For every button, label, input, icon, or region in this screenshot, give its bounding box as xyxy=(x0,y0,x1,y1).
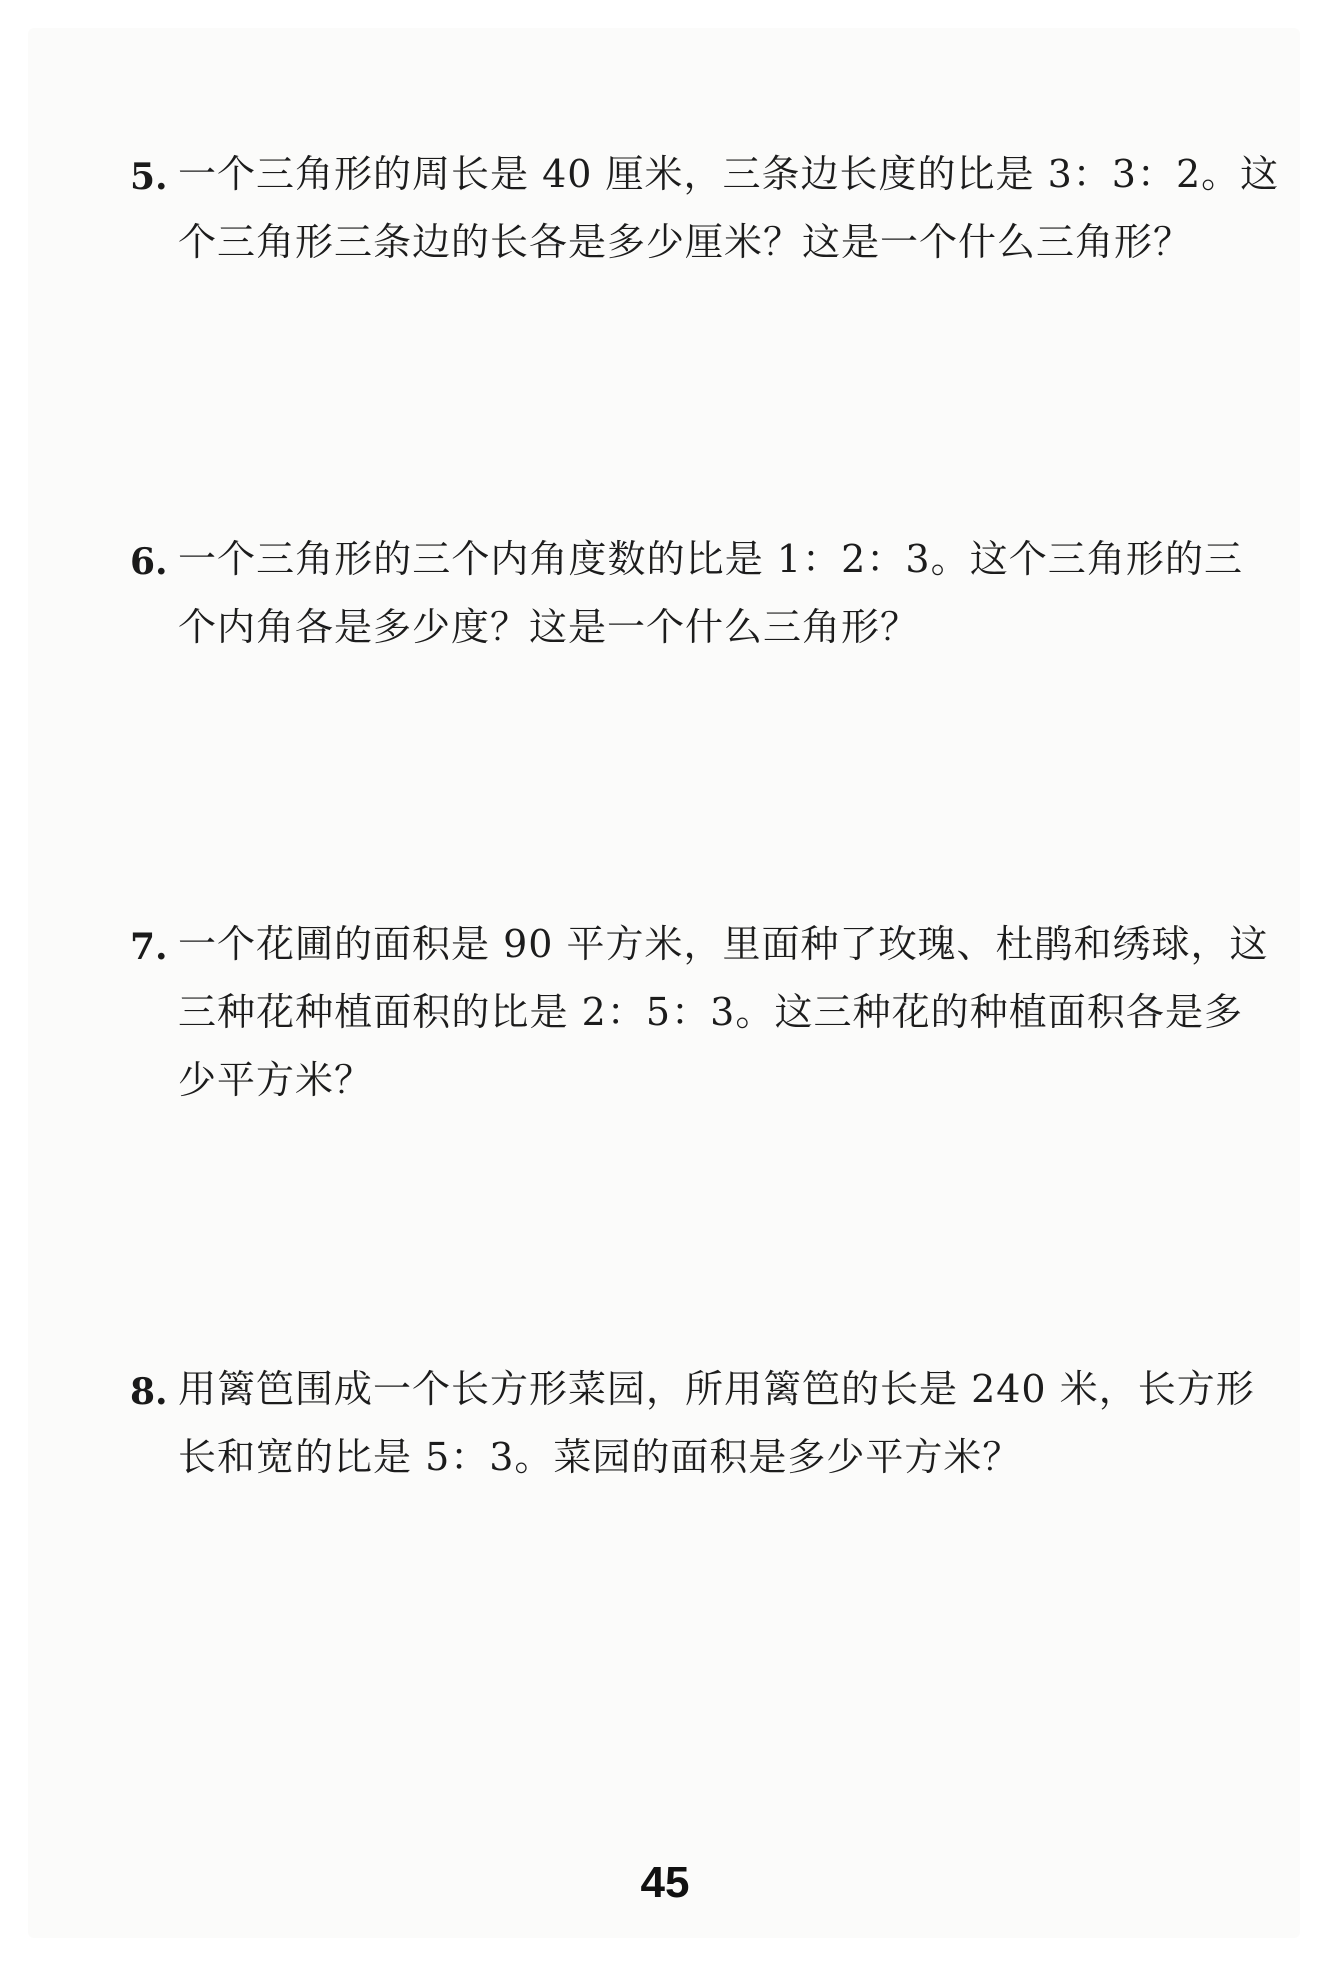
problem-text-line: 一个三角形的三个内角度数的比是 1：2：3。这个三角形的三 xyxy=(178,537,1243,581)
problem-text-line: 三种花种植面积的比是 2：5：3。这三种花的种植面积各是多 xyxy=(178,990,1243,1034)
problem-text-line: 个内角各是多少度？这是一个什么三角形？ xyxy=(178,605,920,649)
worksheet-page xyxy=(28,28,1300,1938)
problem-text-line: 长和宽的比是 5：3。菜园的面积是多少平方米？ xyxy=(178,1435,1022,1479)
problem-text-line: 一个花圃的面积是 90 平方米，里面种了玫瑰、杜鹃和绣球，这 xyxy=(178,922,1269,966)
page-number: 45 xyxy=(640,1858,690,1907)
problem-text-line: 少平方米？ xyxy=(178,1058,374,1102)
problem-text-line: 一个三角形的周长是 40 厘米，三条边长度的比是 3：3：2。这 xyxy=(178,152,1280,196)
problem-text-line: 个三角形三条边的长各是多少厘米？这是一个什么三角形？ xyxy=(178,220,1193,264)
problem-text-line: 用篱笆围成一个长方形菜园，所用篱笆的长是 240 米，长方形 xyxy=(178,1367,1255,1411)
problem-number: 7. xyxy=(130,926,168,968)
problem-number: 8. xyxy=(130,1371,168,1413)
problem-number: 5. xyxy=(130,156,168,198)
problem-number: 6. xyxy=(130,541,168,583)
